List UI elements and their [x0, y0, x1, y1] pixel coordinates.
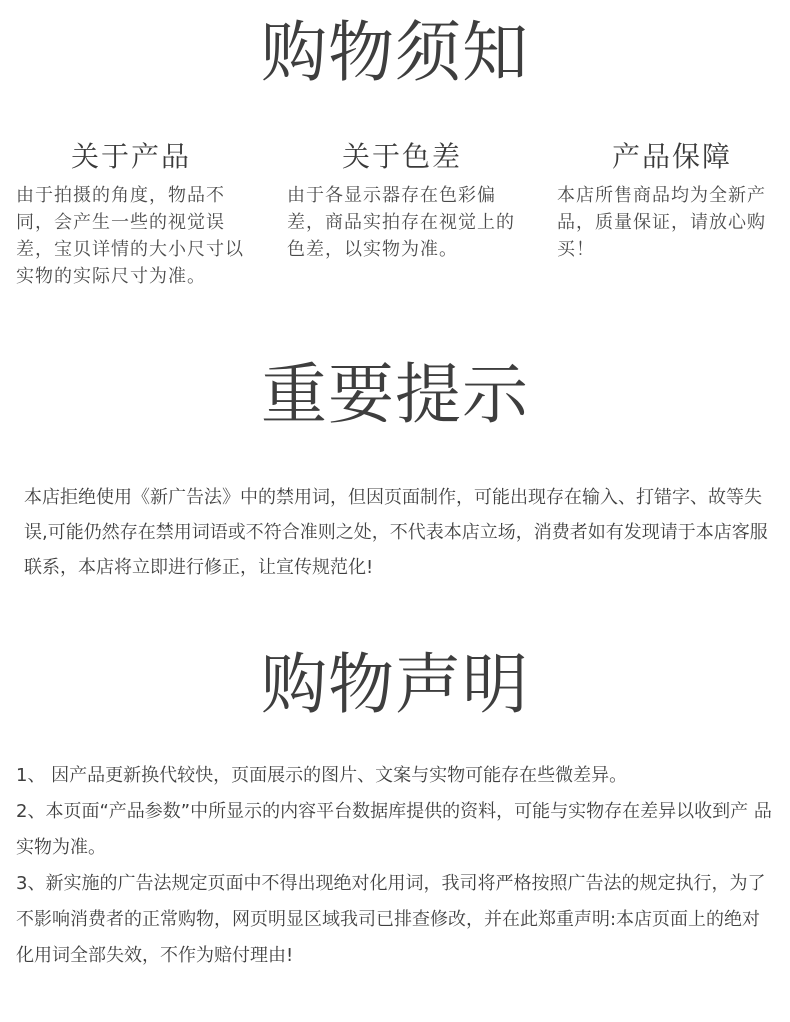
statement-item: 2、本页面“产品参数”中所显示的内容平台数据库提供的资料，可能与实物存在差异以收到产 品实物为准。 — [16, 801, 772, 858]
important-notice-text — [24, 480, 768, 585]
column-title: 关于产品 — [70, 140, 191, 173]
info-column-product — [16, 140, 246, 290]
notice-paragraph: 本店拒绝使用《新广告法》中的禁用词，但因页面制作，可能出现存在输入、打错字、故等失误,可能仍然存在禁用词语或不符合准则之处，不代表本店立场，消费者如有发现请于本店客服联系，本店将立即进行修正，让宣传规范化! — [24, 487, 768, 578]
info-column-guarantee — [557, 140, 787, 263]
column-title: 关于色差 — [341, 140, 462, 173]
statement-item: 3、新实施的广告法规定页面中不得出现绝对化用词，我司将严格按照广告法的规定执行，为了不影响消费者的正常购物，网页明显区域我司已排查修改，并在此郑重声明:本店页面上的绝对化用词全部失效，不作为赔付理由! — [16, 873, 766, 966]
column-title: 产品保障 — [611, 140, 732, 173]
info-column-color — [287, 140, 517, 263]
statement-item: 1、 因产品更新换代较快，页面展示的图片、文案与实物可能存在些微差异。 — [16, 765, 628, 786]
section-title-shopping-notice: 购物须知 — [261, 14, 529, 91]
column-text: 由于各显示器存在色彩偏差，商品实拍存在视觉上的色差，以实物为准。 — [287, 185, 515, 260]
column-text: 本店所售商品均为全新产品，质量保证，请放心购买！ — [557, 185, 766, 260]
section-title-important-notice: 重要提示 — [261, 356, 529, 433]
statement-list — [16, 758, 776, 974]
column-text: 由于拍摄的角度，物品不同，会产生一些的视觉误差，宝贝详情的大小尺寸以实物的实际尺寸为准。 — [16, 185, 244, 287]
section-title-shopping-statement: 购物声明 — [261, 646, 529, 723]
